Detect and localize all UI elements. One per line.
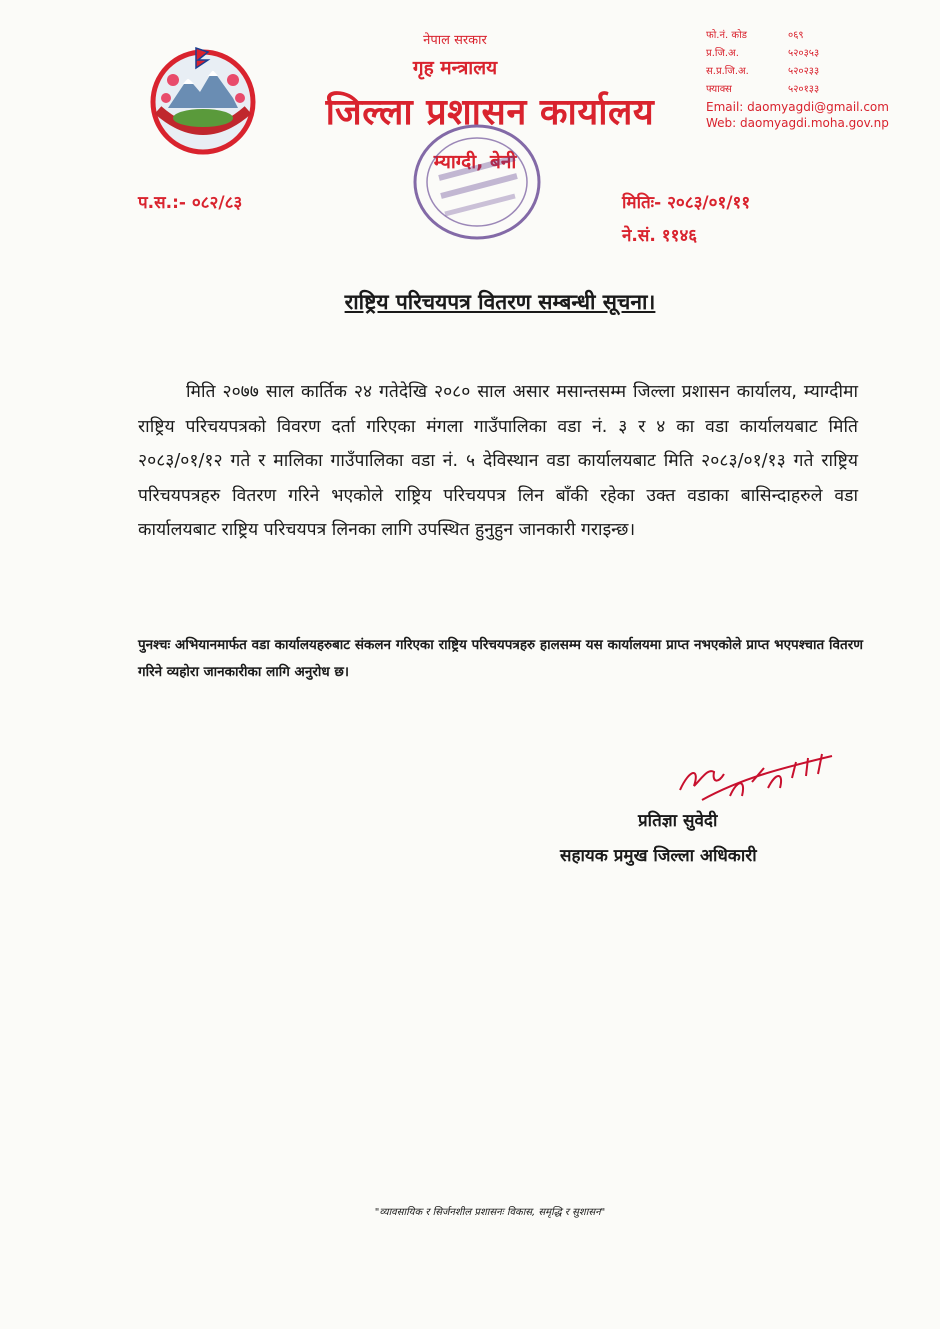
contact-acdo: स.प्र.जि.अ. ५२०२३३ — [706, 66, 820, 77]
government-name: नेपाल सरकार — [423, 33, 487, 48]
signature-icon — [672, 738, 842, 814]
notice-body: मिति २०७७ साल कार्तिक २४ गतेदेखि २०८० साल असार मसान्तसम्म जिल्ला प्रशासन कार्यालय, म्याग्दीमा राष्ट्रिय परिचयपत्रको विवरण दर्ता गरिएका मंगला गाउँपालिका वडा नं. ३ र ४ का वडा कार्यालयबाट मिति २०८३/०१/१२ गते र मालिका गाउँपालिका वडा नं. ५ देविस्थान वडा कार्यालयबाट मिति २०८३/०१/१३ गते राष्ट्रिय परिचयपत्रहरु वितरण गरिने भएकोले राष्ट्रिय परिचयपत्र लिन बाँकी रहेका उक्त वडाका बासिन्दाहरुले वडा कार्यालयबाट राष्ट्रिय परिचयपत्र लिनका लागि उपस्थित हुनुहुन जानकारी गराइन्छ। — [138, 382, 858, 540]
contact-phone: फो.नं. कोड ०६९ — [706, 30, 804, 41]
office-stamp-icon — [405, 118, 555, 248]
contact-cdo: प्र.जि.अ. ५२०३५३ — [706, 48, 820, 59]
office-name: जिल्ला प्रशासन कार्यालय — [325, 92, 655, 133]
reference-number: प.स.:- ०८२/८३ — [138, 193, 243, 213]
nepal-samvat-number: ने.सं. ११४६ — [622, 226, 698, 246]
letter-date: मितिः- २०८३/०१/११ — [622, 193, 751, 213]
contact-block — [706, 27, 906, 131]
notice-subject: राष्ट्रिय परिचयपत्र वितरण सम्बन्धी सूचना। — [344, 290, 656, 314]
postscript: पुनश्चः अभियानमार्फत वडा कार्यालयहरुबाट संकलन गरिएका राष्ट्रिय परिचयपत्रहरु हालसम्म यस कार्यालयमा प्राप्त नभएकोले प्राप्त भएपश्चात वितरण गरिने व्यहोरा जानकारीका लागि अनुरोध छ। — [138, 637, 863, 680]
ministry-name: गृह मन्त्रालय — [412, 57, 498, 79]
contact-fax: फ्याक्स ५२०१३३ — [706, 84, 820, 95]
signatory-name: प्रतिज्ञा सुवेदी — [638, 811, 718, 831]
office-location: म्याग्दी, बेनी — [433, 151, 517, 173]
contact-web[interactable]: Web: daomyagdi.moha.gov.np — [706, 116, 889, 130]
office-motto: "व्यावसायिक र सिर्जनशील प्रशासनः विकास, समृद्धि र सुशासन" — [374, 1207, 606, 1218]
nepal-emblem-icon — [138, 40, 268, 158]
contact-email[interactable]: Email: daomyagdi@gmail.com — [706, 100, 889, 114]
signatory-title: सहायक प्रमुख जिल्ला अधिकारी — [560, 846, 757, 866]
